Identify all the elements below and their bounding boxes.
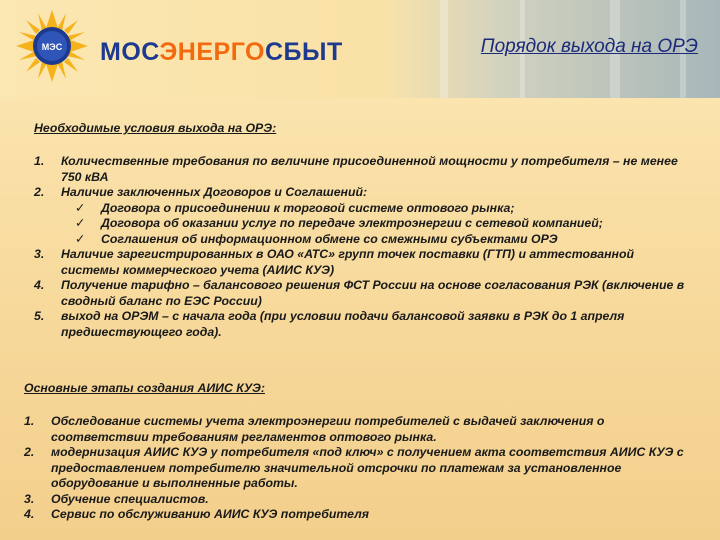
sub-list-item-text: Договора о присоединении к торговой системе оптового рынка; xyxy=(101,200,515,215)
list-item-number: 2. xyxy=(34,185,45,199)
list-item xyxy=(34,154,694,185)
brand-part3: СБЫТ xyxy=(264,38,343,66)
check-icon: ✓ xyxy=(75,216,86,230)
list-item-text: Получение тарифно – балансового решения ФСТ России на основе согласования РЭК (включение в сводный баланс по ЕЭС России) xyxy=(61,278,685,308)
list-item-number: 5. xyxy=(34,309,45,323)
list-item xyxy=(24,445,694,492)
section2-title: Основные этапы создания АИИС КУЭ: xyxy=(24,381,265,395)
list-item-number: 3. xyxy=(34,247,45,261)
sun-logo-icon xyxy=(14,8,90,84)
stages-list xyxy=(24,414,694,523)
sub-list xyxy=(61,201,694,248)
list-item-text: Сервис по обслуживанию АИИС КУЭ потребителя xyxy=(51,507,370,521)
page-title: Порядок выхода на ОРЭ xyxy=(480,36,698,57)
list-item-text: Обследование системы учета электроэнергии потребителей с выдачей заключения о соответствии требованиям регламентов оптового рынка. xyxy=(51,414,605,444)
list-item-text: Наличие зарегистрированных в ОАО «АТС» групп точек поставки (ГТП) и аттестованной системы коммерческого учета (АИИС КУЭ) xyxy=(61,247,635,277)
sub-list-item xyxy=(61,232,694,248)
list-item-text: Обучение специалистов. xyxy=(51,491,209,506)
list-item-text: выход на ОРЭМ – с начала года (при условии подачи балансовой заявки в РЭК до 1 апреля предшествующего года). xyxy=(61,309,625,339)
list-item xyxy=(24,414,694,445)
list-item xyxy=(34,278,694,309)
brand-part1: МОС xyxy=(100,38,160,66)
sub-list-item xyxy=(61,201,694,217)
list-item-number: 4. xyxy=(24,507,35,521)
list-item-text: Количественные требования по величине присоединенной мощности у потребителя – не менее 750 кВА xyxy=(61,154,678,184)
brand-part2: ЭНЕРГО xyxy=(159,38,265,66)
check-icon: ✓ xyxy=(75,200,86,215)
list-item xyxy=(34,309,694,340)
list-item-number: 4. xyxy=(34,278,45,292)
sub-list-item xyxy=(61,216,694,232)
brand-name xyxy=(100,38,343,67)
list-item xyxy=(34,185,694,247)
list-item xyxy=(24,507,694,523)
list-item xyxy=(34,247,694,278)
sub-list-item-text: Соглашения об информационном обмене со смежными субъектами ОРЭ xyxy=(101,231,558,246)
list-item-number: 1. xyxy=(24,414,35,428)
sub-list-item-text: Договора об оказании услуг по передаче электроэнергии с сетевой компанией; xyxy=(101,216,603,230)
list-item-number: 3. xyxy=(24,491,35,506)
check-icon: ✓ xyxy=(75,231,86,246)
section1-title: Необходимые условия выхода на ОРЭ: xyxy=(34,121,277,135)
content xyxy=(0,98,720,540)
conditions-list xyxy=(34,154,694,340)
list-item xyxy=(24,492,694,508)
list-item-text: Наличие заключенных Договоров и Соглашений: xyxy=(61,185,368,199)
header xyxy=(0,0,720,98)
list-item-number: 2. xyxy=(24,445,35,459)
list-item-number: 1. xyxy=(34,154,45,168)
logo-text: МЭС xyxy=(41,42,63,52)
list-item-text: модернизация АИИС КУЭ у потребителя «под ключ» с получением акта соответствия АИИС КУЭ с предоставлением потребителю значительной отсрочки по платежам за установленное оборудование и выполненные работы. xyxy=(51,445,684,490)
